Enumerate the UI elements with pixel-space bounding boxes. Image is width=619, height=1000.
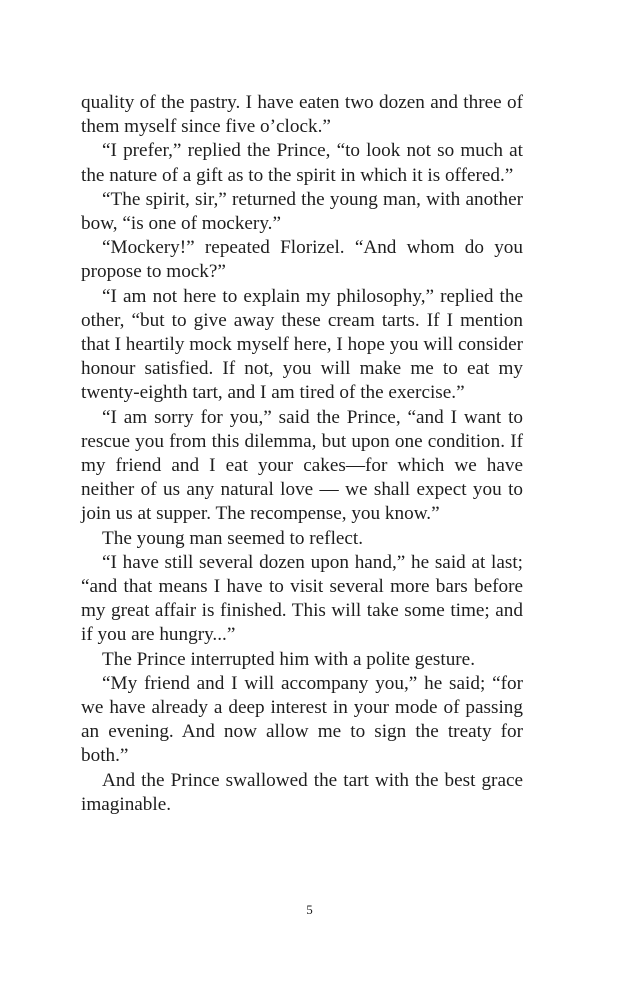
paragraph: “I have still several dozen upon hand,” he said at last; “and that means I have to visit several more bars before my great affair is finished. This will take some time; and if you are hungry...” [81,551,523,646]
paragraph: “I prefer,” replied the Prince, “to look not so much at the nature of a gift as to the spirit in which it is offered.” [81,140,523,186]
paragraph: “I am not here to explain my philosophy,” replied the other, “but to give away these cream tarts. If I mention that I heartily mock myself here, I hope you will consider honour satisfied. If not, you will make me to eat my twenty-eighth tart, and I am tired of the exercise.” [81,285,523,404]
paragraph: “My friend and I will accompany you,” he said; “for we have already a deep interest in your mode of passing an evening. And now allow me to sign the treaty for both.” [81,672,523,767]
paragraph: “Mockery!” repeated Florizel. “And whom do you propose to mock?” [81,237,523,283]
paragraph-continued: quality of the pastry. I have eaten two dozen and three of them myself since five o’clock.” [81,92,523,138]
paragraph: The Prince interrupted him with a polite gesture. [102,648,475,670]
page-number: 5 [306,902,313,917]
paragraph: The young man seemed to reflect. [102,527,364,549]
paragraph: “The spirit, sir,” returned the young man, with another bow, “is one of mockery.” [81,188,523,235]
paragraph: And the Prince swallowed the tart with the best grace imaginable. [81,769,523,815]
paragraph: “I am sorry for you,” said the Prince, “and I want to rescue you from this dilemma, but upon one condition. If my friend and I eat your cakes—for which we have neither of us any natural love — we shall expect you to join us at supper. The recompense, you know.” [81,406,523,525]
body-text [81,91,523,817]
